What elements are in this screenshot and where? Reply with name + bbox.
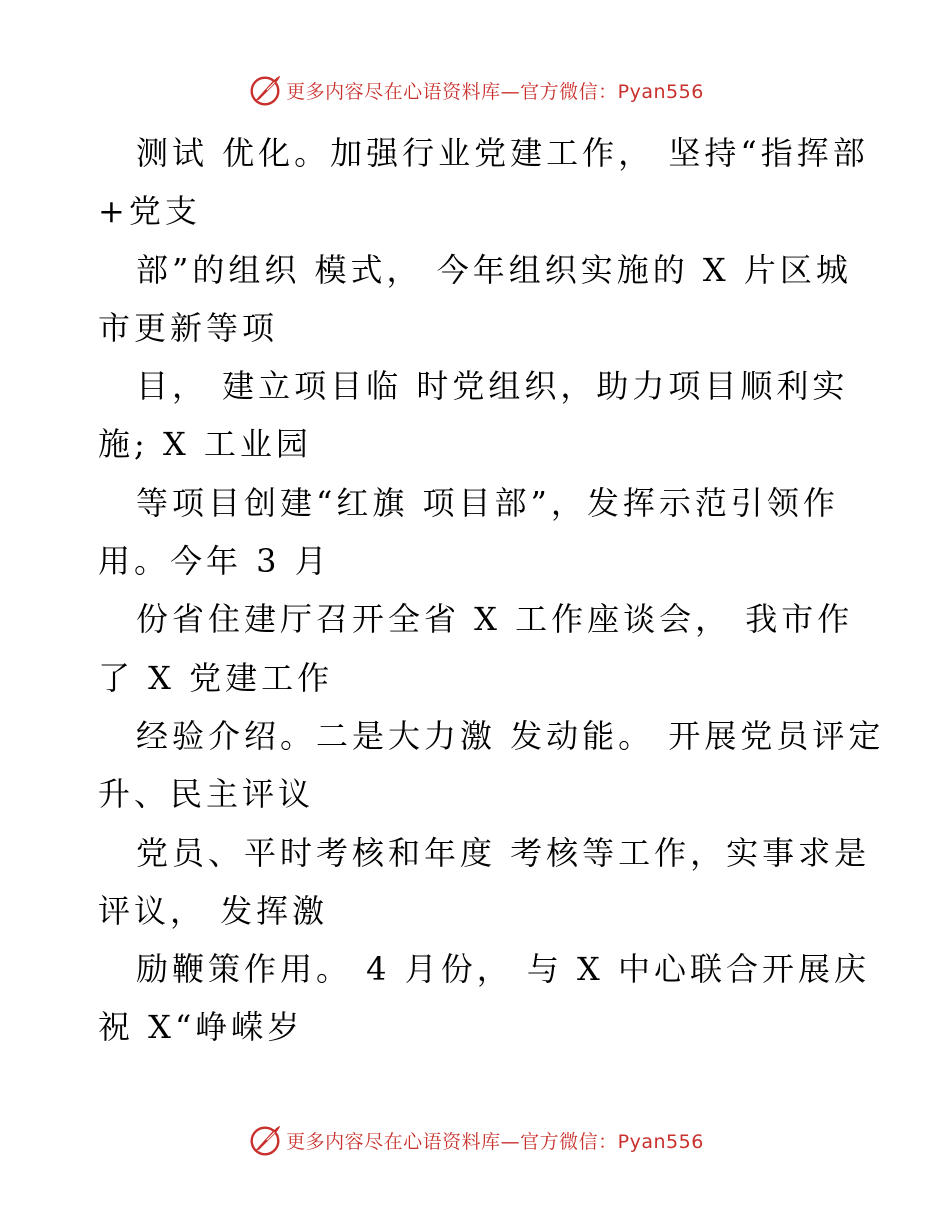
text-line: 份省住建厅召开全省 X 工作座谈会， 我市作 <box>136 600 854 639</box>
text-line: 祝 X“峥嵘岁 <box>98 1008 304 1047</box>
watermark-text: 更多内容尽在心语资料库—官方微信：Pyan556 <box>286 80 704 103</box>
feather-pen-logo-icon <box>246 1121 284 1159</box>
text-line: +党支 <box>98 192 201 231</box>
feather-pen-logo-icon <box>246 71 284 109</box>
text-line: 用。今年 3 月 <box>98 542 331 581</box>
text-line: 了 X 党建工作 <box>98 658 334 697</box>
text-line: 部”的组织 模式， 今年组织实施的 X 片区城 <box>136 250 852 289</box>
text-line: 目， 建立项目临 时党组织，助力项目顺利实 <box>136 367 849 406</box>
text-line: 施; X 工业园 <box>98 425 312 464</box>
text-line: 党员、平时考核和年度 考核等工作，实事求是 <box>136 833 871 872</box>
text-line: 测试 优化。加强行业党建工作， 坚持“指挥部 <box>136 134 869 172</box>
text-line: 升、民主评议 <box>98 775 315 814</box>
text-line: 励鞭策作用。 4 月份， 与 X 中心联合开展庆 <box>136 950 871 989</box>
text-line: 评议， 发挥激 <box>98 891 329 930</box>
text-line: 经验介绍。二是大力激 发动能。 开展党员评定 <box>136 716 885 755</box>
watermark-text: 更多内容尽在心语资料库—官方微信：Pyan556 <box>286 1130 704 1153</box>
document-body <box>98 124 885 1057</box>
text-line: 等项目创建“红旗 项目部”，发挥示范引领作 <box>136 483 839 522</box>
header-watermark <box>0 70 950 110</box>
text-line: 市更新等项 <box>98 308 279 347</box>
footer-watermark <box>0 1120 950 1160</box>
